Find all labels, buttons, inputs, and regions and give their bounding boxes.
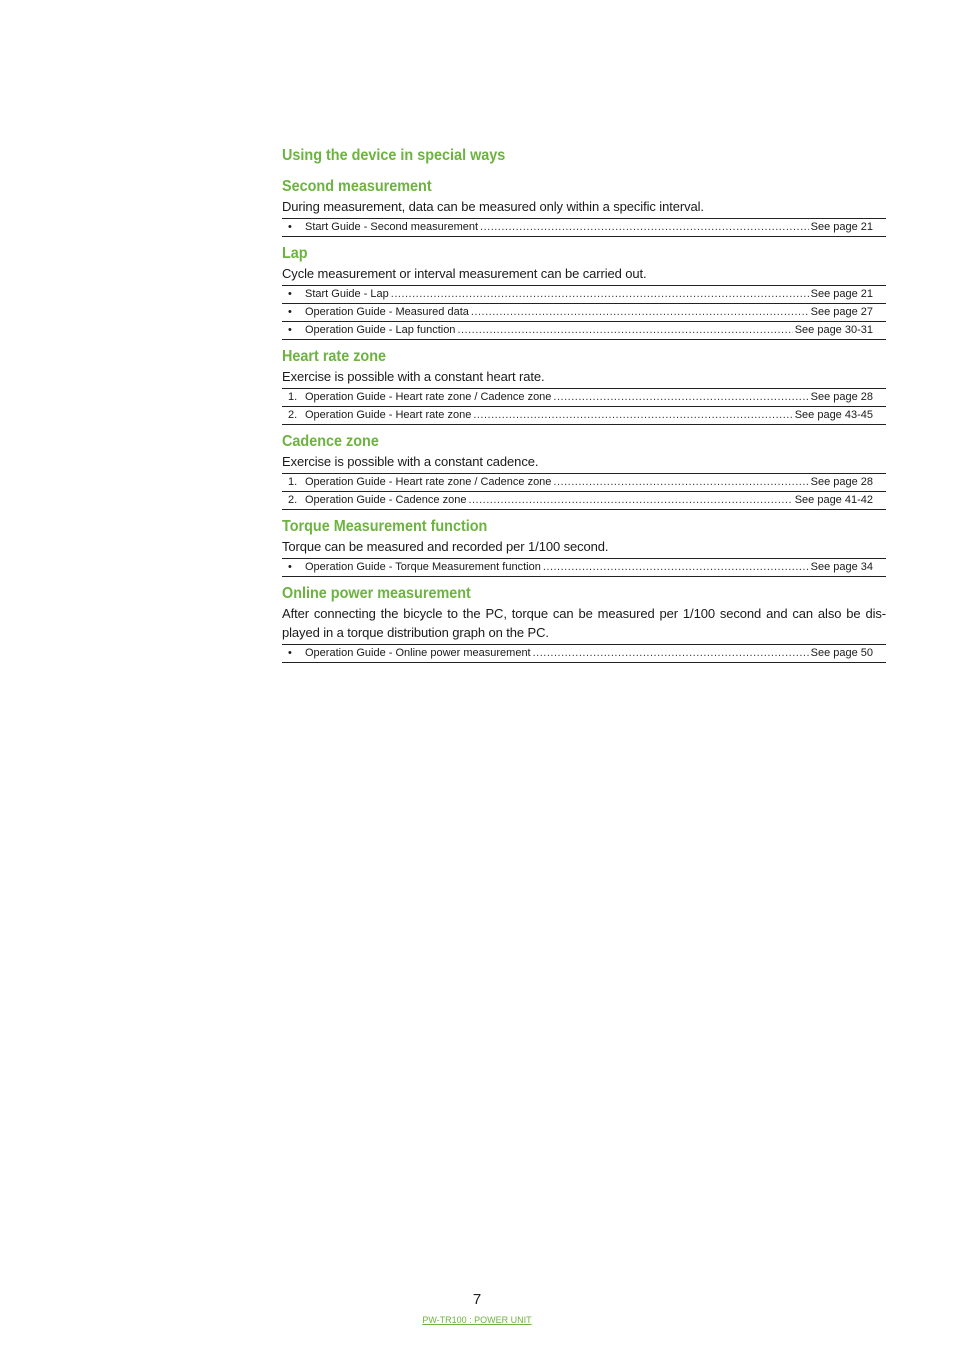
section-description: During measurement, data can be measured only within a specific interval. [282, 199, 704, 214]
reference-text: Start Guide - Lap [305, 288, 389, 300]
list-marker: 1. [288, 391, 298, 403]
reference-row[interactable] [282, 322, 886, 340]
list-marker: • [288, 324, 292, 336]
reference-text: Operation Guide - Online power measurement [305, 647, 531, 659]
page-title: Using the device in special ways [282, 147, 506, 164]
reference-text: Operation Guide - Lap function [305, 324, 456, 336]
list-marker: • [288, 561, 292, 573]
list-marker: 1. [288, 476, 298, 488]
section-description: Cycle measurement or interval measurement can be carried out. [282, 266, 647, 281]
reference-text: Operation Guide - Heart rate zone / Cadence zone [305, 391, 552, 403]
section-description: Exercise is possible with a constant cadence. [282, 454, 539, 469]
page-footer [0, 1290, 954, 1328]
reference-row[interactable] [282, 407, 886, 425]
page-reference: See page 41-42 [794, 494, 873, 506]
reference-text: Operation Guide - Heart rate zone [305, 409, 472, 421]
section [282, 347, 886, 425]
dot-leader [473, 407, 792, 423]
reference-row[interactable] [282, 474, 886, 492]
reference-row[interactable] [282, 389, 886, 407]
section-description: Torque can be measured and recorded per 1/100 second. [282, 539, 609, 554]
page-reference: See page 28 [810, 476, 873, 488]
section-description: After connecting the bicycle to the PC, torque can be measured per 1/100 second and can also be dis-played in a torque distribution graph on the PC. [282, 606, 886, 640]
list-marker: • [288, 288, 292, 300]
reference-text: Operation Guide - Torque Measurement function [305, 561, 541, 573]
page-reference: See page 34 [810, 561, 873, 573]
reference-text: Operation Guide - Measured data [305, 306, 469, 318]
document-body [282, 142, 886, 663]
reference-row[interactable] [282, 286, 886, 304]
reference-list [282, 285, 886, 340]
dot-leader [553, 389, 808, 405]
dot-leader [543, 559, 809, 575]
page-reference: See page 21 [810, 221, 873, 233]
section-title: Cadence zone [282, 433, 379, 450]
footer-product-link[interactable]: PW-TR100 : POWER UNIT [422, 1315, 532, 1325]
reference-row[interactable] [282, 559, 886, 577]
reference-list [282, 388, 886, 425]
section [282, 517, 886, 577]
list-marker: • [288, 306, 292, 318]
page-reference: See page 28 [810, 391, 873, 403]
dot-leader [480, 219, 809, 235]
reference-row[interactable] [282, 219, 886, 237]
section [282, 584, 886, 663]
reference-list [282, 218, 886, 237]
reference-text: Operation Guide - Heart rate zone / Cadence zone [305, 476, 552, 488]
reference-row[interactable] [282, 304, 886, 322]
section-list [282, 177, 886, 663]
section-title: Online power measurement [282, 585, 471, 602]
section-title: Lap [282, 245, 308, 262]
list-marker: • [288, 221, 292, 233]
page-number: 7 [472, 1291, 482, 1308]
list-marker: • [288, 647, 292, 659]
section [282, 432, 886, 510]
dot-leader [468, 492, 792, 508]
page-reference: See page 21 [810, 288, 873, 300]
dot-leader [553, 474, 808, 490]
page-reference: See page 27 [810, 306, 873, 318]
section-title: Torque Measurement function [282, 518, 488, 535]
reference-row[interactable] [282, 645, 886, 663]
reference-list [282, 473, 886, 510]
dot-leader [533, 645, 809, 661]
section [282, 244, 886, 340]
dot-leader [391, 286, 809, 302]
list-marker: 2. [288, 409, 298, 421]
section [282, 177, 886, 237]
list-marker: 2. [288, 494, 298, 506]
dot-leader [457, 322, 792, 338]
section-title: Second measurement [282, 178, 432, 195]
section-description: Exercise is possible with a constant heart rate. [282, 369, 545, 384]
reference-text: Operation Guide - Cadence zone [305, 494, 467, 506]
page-reference: See page 50 [810, 647, 873, 659]
dot-leader [471, 304, 809, 320]
reference-list [282, 558, 886, 577]
page-reference: See page 43-45 [794, 409, 873, 421]
page-reference: See page 30-31 [794, 324, 873, 336]
reference-list [282, 644, 886, 663]
reference-text: Start Guide - Second measurement [305, 221, 479, 233]
section-title: Heart rate zone [282, 348, 387, 365]
reference-row[interactable] [282, 492, 886, 510]
